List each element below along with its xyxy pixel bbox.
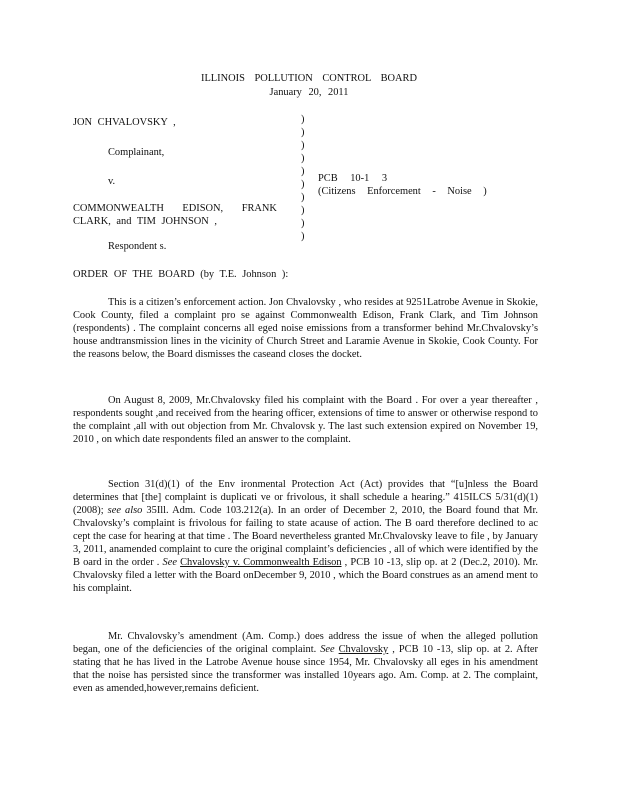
board-title: ILLINOIS POLLUTION CONTROL BOARD	[200, 73, 417, 84]
order-heading: ORDER OF THE BOARD (by T.E. Johnson ):	[73, 269, 289, 280]
paragraph-4-text-b: , PCB 10 -13, slip op. at 2. After stating that he has lived in the Latrobe Avenue house since 1954, Mr. Chvalovsky all eges in his amendment that the noise has persisted since the transformer was installed 10years ago. Am. Comp. at 2. The complaint, even as amended,however,remains deficient.	[73, 644, 538, 694]
see-signal: See	[162, 557, 177, 568]
paragraph-3-text-c: , PCB 10 -13, slip op. at 2 (Dec.2, 2010). Mr. Chvalovsky filed a letter with the Board onDecember 9, 2010 , which the Board construes as an amend ment to his complaint.	[73, 557, 538, 594]
paragraph-2-text: On August 8, 2009, Mr.Chvalovsky filed his complaint with the Board . For over a year thereafter , respondents sought ,and received from the hearing officer, extensions of time to answer or otherwise respond to the complaint ,all with out objection from Mr. Chvalovsk y. The last such extension expired on November 19, 2010 , on which date respondents filed an answer to the complaint.	[73, 395, 538, 445]
paragraph-3	[73, 478, 538, 595]
paragraph-4	[73, 630, 538, 695]
order-date: January 20, 2011	[269, 87, 349, 98]
caption-paren: )	[301, 153, 305, 164]
caption-paren: )	[301, 192, 305, 203]
case-citation-short: Chvalovsky	[338, 644, 389, 655]
respondents-label: Respondent s.	[108, 241, 167, 252]
caption-paren: )	[301, 231, 305, 242]
defendants-line-1: COMMONWEALTH EDISON, FRANK	[73, 203, 277, 214]
paragraph-4-text-a: Mr. Chvalovsky’s amendment (Am. Comp.) does address the issue of when the alleged pollution began, one of the deficiencies of the original complaint.	[73, 631, 538, 655]
paragraph-3-text-b: 35Ill. Adm. Code 103.212(a). In an order of December 2, 2010, the Board found that Mr. Chvalovsky’s complaint is frivolous for failing to state acause of action. The B oard therefore declined to ac cept the case for hearing at that time . The Board nevertheless granted Mr.Chvalovsky leave to file , by January 3, 2011, anamended complaint to cure the original complaint’s deficiencies , all of which were identified by the B oard in the order .	[73, 505, 538, 568]
caption-paren: )	[301, 127, 305, 138]
caption-paren: )	[301, 218, 305, 229]
plaintiff-name: JON CHVALOVSKY ,	[73, 117, 176, 128]
caption-paren: )	[301, 179, 305, 190]
paragraph-1	[73, 296, 538, 361]
defendants-line-2: CLARK, and TIM JOHNSON ,	[73, 216, 218, 227]
case-type: (Citizens Enforcement - Noise )	[318, 186, 487, 197]
paragraph-3-text-a: Section 31(d)(1) of the Env ironmental Protection Act (Act) provides that “[u]nless the Board determines that [the] complaint is duplicati ve or frivolous, it shall schedule a hearing.” 415ILCS 5/31(d)(1) (2008);	[73, 479, 538, 516]
see-signal: See	[320, 644, 335, 655]
caption-parentheses	[301, 113, 313, 243]
versus-label: v.	[108, 176, 116, 187]
caption-paren: )	[301, 205, 305, 216]
complainant-label: Complainant,	[108, 147, 165, 158]
caption-paren: )	[301, 114, 305, 125]
case-number: PCB 10-1 3	[318, 173, 388, 184]
caption-paren: )	[301, 166, 305, 177]
see-also-signal: see also	[107, 505, 143, 516]
caption-paren: )	[301, 140, 305, 151]
paragraph-2	[73, 394, 538, 446]
case-citation: Chvalovsky v. Commonwealth Edison	[180, 557, 342, 568]
paragraph-1-text: This is a citizen’s enforcement action. Jon Chvalovsky , who resides at 9251Latrobe Avenue in Skokie, Cook County, filed a complaint pro se against Commonwealth Edison, Frank Clark, and Tim Johnson (respondents) . The complaint concerns all eged noise emissions from a transformer behind Mr.Chvalovsky’s house andtransmission lines in the vicinity of Church Street and Laramie Avenue in Skokie, Cook County. For the reasons below, the Board dismisses the caseand closes the docket.	[73, 297, 538, 360]
